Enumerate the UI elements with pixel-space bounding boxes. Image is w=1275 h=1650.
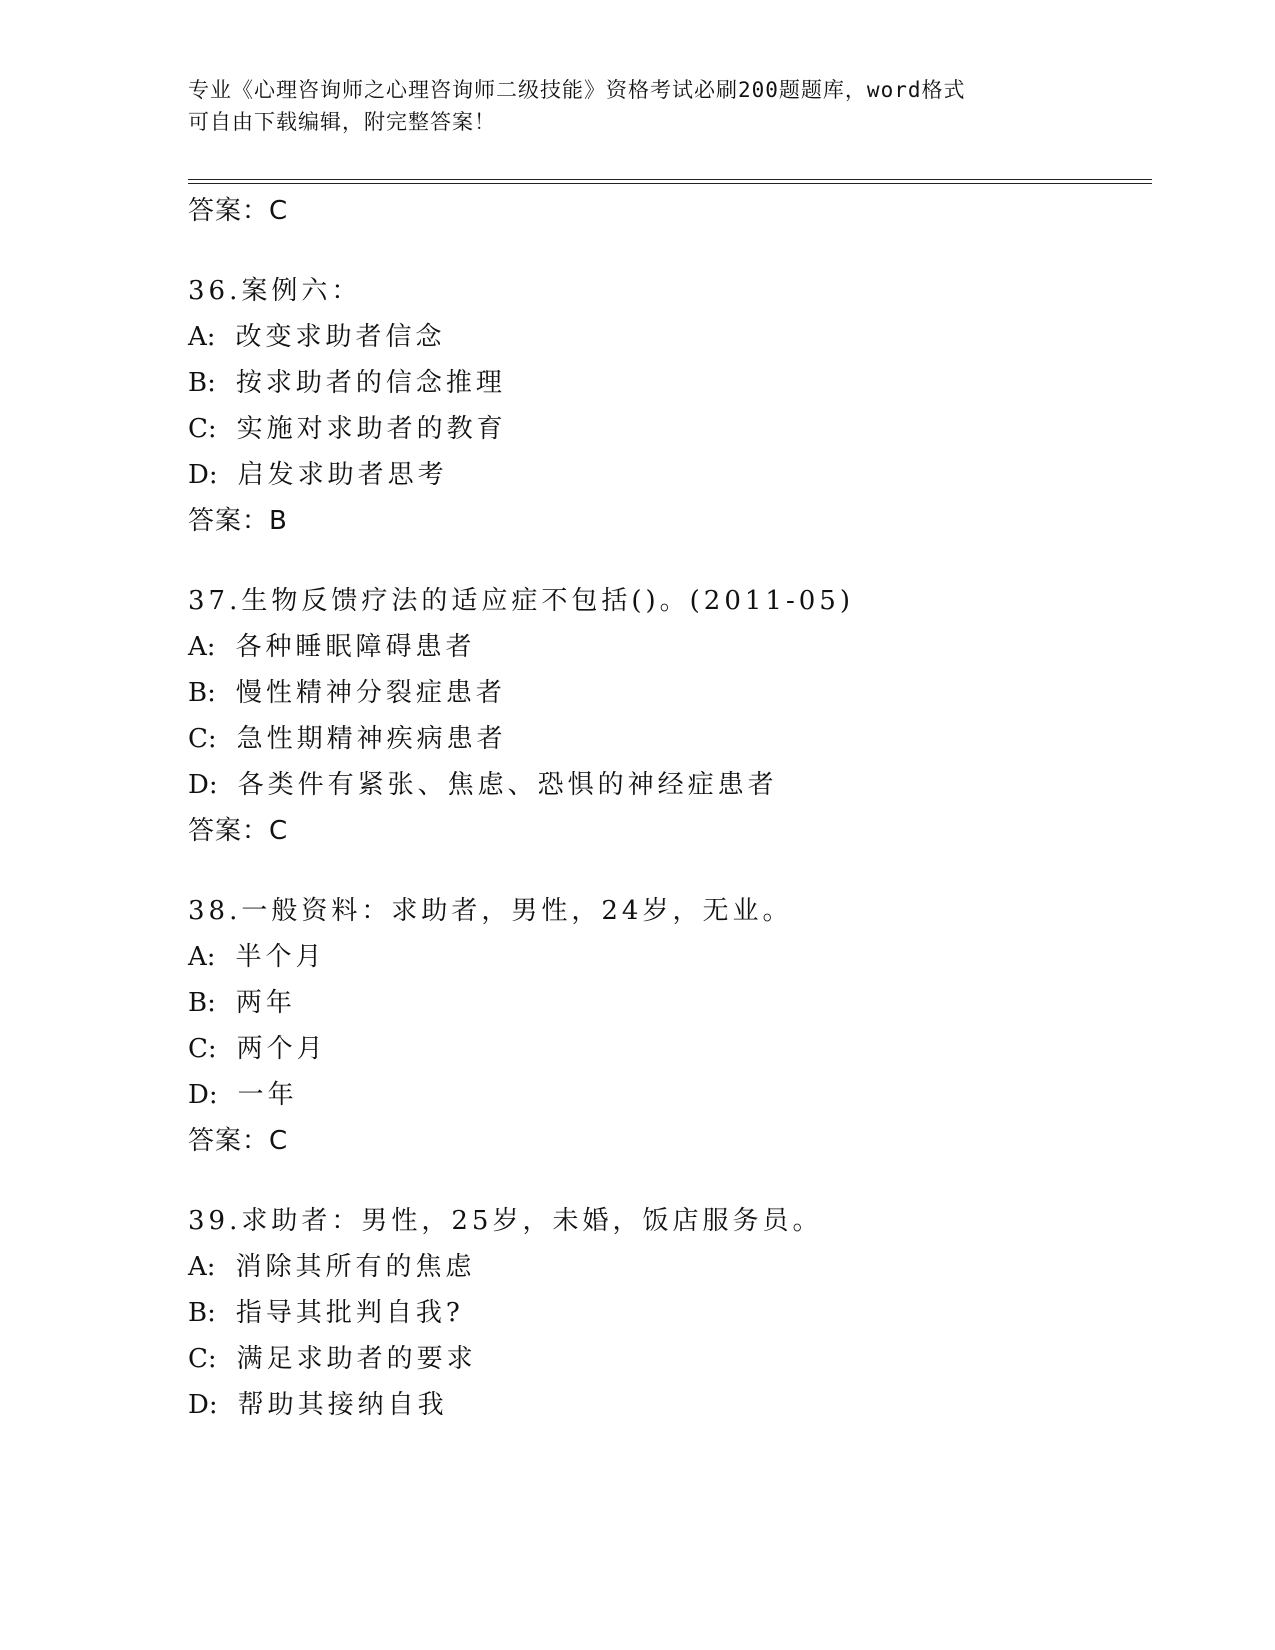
option-letter: B: xyxy=(188,1298,216,1328)
header-rule-bottom xyxy=(188,183,1152,184)
option-letter: A: xyxy=(188,632,216,662)
option-a xyxy=(188,624,1148,670)
header-line-2: 可自由下载编辑，附完整答案！ xyxy=(188,110,496,134)
option-a xyxy=(188,1244,1148,1290)
option-d xyxy=(188,1072,1148,1118)
document-header xyxy=(188,74,1068,138)
question-text: 案例六： xyxy=(241,276,362,306)
question-number: 37. xyxy=(188,586,242,616)
option-text: 两个月 xyxy=(236,1034,327,1064)
header-line-1: 专业《心理咨询师之心理咨询师二级技能》资格考试必刷200题题库，word格式 xyxy=(188,78,966,102)
option-letter: B: xyxy=(188,678,216,708)
option-b xyxy=(188,980,1148,1026)
option-text: 改变求助者信念 xyxy=(235,322,446,352)
option-letter: D: xyxy=(188,1390,218,1420)
answer-label: 答案： xyxy=(188,1126,270,1156)
answer-value: C xyxy=(269,196,289,226)
answer-line xyxy=(188,498,1148,544)
option-letter: B: xyxy=(188,368,216,398)
option-text: 急性期精神疾病患者 xyxy=(236,724,507,754)
answer-line xyxy=(188,1118,1148,1164)
answer-label: 答案： xyxy=(188,816,270,846)
option-d xyxy=(188,452,1148,498)
option-text: 帮助其接纳自我 xyxy=(237,1390,448,1420)
answer-line xyxy=(188,188,1148,234)
option-b xyxy=(188,670,1148,716)
option-letter: C: xyxy=(188,414,217,444)
option-text: 各类件有紧张、焦虑、恐惧的神经症患者 xyxy=(237,770,778,800)
option-c xyxy=(188,716,1148,762)
question-text: 生物反馈疗法的适应症不包括()。(2011-05) xyxy=(241,586,854,616)
option-b xyxy=(188,1290,1148,1336)
option-text: 指导其批判自我? xyxy=(235,1298,464,1328)
answer-value: C xyxy=(269,1126,289,1156)
question-number: 39. xyxy=(188,1206,242,1236)
answer-value: C xyxy=(269,816,289,846)
question-list xyxy=(188,188,1148,1428)
option-text: 两年 xyxy=(235,988,296,1018)
answer-line xyxy=(188,808,1148,854)
header-rule-top xyxy=(188,179,1152,180)
option-letter: A: xyxy=(188,322,216,352)
question-stem xyxy=(188,1198,1148,1244)
option-a xyxy=(188,934,1148,980)
option-a xyxy=(188,314,1148,360)
option-d xyxy=(188,762,1148,808)
question-number: 36. xyxy=(188,276,242,306)
option-b xyxy=(188,360,1148,406)
question-stem xyxy=(188,888,1148,934)
question-item xyxy=(188,268,1148,544)
option-text: 各种睡眠障碍患者 xyxy=(235,632,476,662)
option-text: 半个月 xyxy=(235,942,326,972)
question-item xyxy=(188,578,1148,854)
option-text: 消除其所有的焦虑 xyxy=(235,1252,476,1282)
option-letter: D: xyxy=(188,460,218,490)
question-text: 一般资料：求助者，男性，24岁，无业。 xyxy=(241,896,793,926)
option-c xyxy=(188,406,1148,452)
question-stem xyxy=(188,578,1148,624)
option-text: 满足求助者的要求 xyxy=(236,1344,477,1374)
question-item xyxy=(188,888,1148,1164)
question-text: 求助者：男性，25岁，未婚，饭店服务员。 xyxy=(241,1206,823,1236)
question-item xyxy=(188,1198,1148,1428)
option-letter: B: xyxy=(188,988,216,1018)
option-text: 按求助者的信念推理 xyxy=(235,368,506,398)
option-letter: A: xyxy=(188,1252,216,1282)
option-text: 慢性精神分裂症患者 xyxy=(235,678,506,708)
option-letter: A: xyxy=(188,942,216,972)
answer-label: 答案： xyxy=(188,506,270,536)
option-text: 启发求助者思考 xyxy=(237,460,448,490)
option-text: 实施对求助者的教育 xyxy=(236,414,507,444)
option-letter: D: xyxy=(188,770,218,800)
answer-label: 答案： xyxy=(188,196,270,226)
question-stem xyxy=(188,268,1148,314)
option-letter: C: xyxy=(188,1344,217,1374)
option-letter: C: xyxy=(188,724,217,754)
option-text: 一年 xyxy=(237,1080,298,1110)
option-letter: D: xyxy=(188,1080,218,1110)
question-number: 38. xyxy=(188,896,242,926)
option-d xyxy=(188,1382,1148,1428)
option-c xyxy=(188,1026,1148,1072)
answer-value: B xyxy=(269,506,288,536)
option-letter: C: xyxy=(188,1034,217,1064)
option-c xyxy=(188,1336,1148,1382)
